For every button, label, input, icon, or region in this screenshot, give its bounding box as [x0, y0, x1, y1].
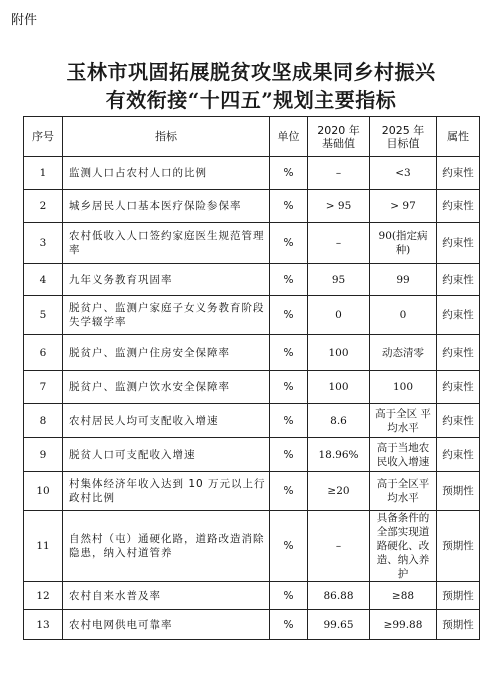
indicator-cell: 脱贫户、监测户家庭子女义务教育阶段失学辍学率: [63, 296, 270, 335]
base-value-cell: –: [308, 511, 370, 582]
header-no: 序号: [24, 117, 63, 157]
unit-cell: %: [270, 296, 308, 335]
unit-cell: %: [270, 472, 308, 511]
table-row: [24, 223, 480, 264]
row-number: 8: [24, 404, 63, 438]
indicator-cell: 城乡居民人口基本医疗保险参保率: [63, 190, 270, 223]
table-row: [24, 610, 480, 640]
unit-cell: %: [270, 511, 308, 582]
indicator-cell: 村集体经济年收入达到 10 万元以上行政村比例: [63, 472, 270, 511]
table-row: [24, 371, 480, 404]
header-base-2020: 2020 年 基础值: [308, 117, 370, 157]
attachment-label: 附件: [11, 13, 38, 28]
attribute-cell: 约束性: [437, 157, 480, 190]
header-target-2025: 2025 年 目标值: [370, 117, 437, 157]
attribute-cell: 约束性: [437, 335, 480, 371]
base-value-cell: 99.65: [308, 610, 370, 640]
base-value-cell: > 95: [308, 190, 370, 223]
row-number: 10: [24, 472, 63, 511]
base-value-cell: 18.96%: [308, 438, 370, 472]
header-unit: 单位: [270, 117, 308, 157]
attribute-cell: 预期性: [437, 582, 480, 610]
indicator-table: [23, 116, 480, 640]
base-value-cell: 95: [308, 264, 370, 296]
row-number: 9: [24, 438, 63, 472]
header-attribute: 属性: [437, 117, 480, 157]
base-value-cell: 0: [308, 296, 370, 335]
attribute-cell: 约束性: [437, 371, 480, 404]
attribute-cell: 约束性: [437, 264, 480, 296]
indicator-cell: 农村自来水普及率: [63, 582, 270, 610]
table-row: [24, 264, 480, 296]
indicator-cell: 自然村（屯）通硬化路，道路改造消除隐患，纳入村道管养: [63, 511, 270, 582]
indicator-cell: 脱贫户、监测户住房安全保障率: [63, 335, 270, 371]
target-value-cell: ≥88: [370, 582, 437, 610]
attribute-cell: 约束性: [437, 223, 480, 264]
base-value-cell: 100: [308, 335, 370, 371]
unit-cell: %: [270, 264, 308, 296]
attribute-cell: 预期性: [437, 610, 480, 640]
table-row: [24, 404, 480, 438]
table-row: [24, 190, 480, 223]
target-value-cell: 90(指定病种): [370, 223, 437, 264]
row-number: 13: [24, 610, 63, 640]
unit-cell: %: [270, 335, 308, 371]
base-value-cell: –: [308, 157, 370, 190]
target-value-cell: 具备条件的全部实现道路硬化、改造、纳入养护: [370, 511, 437, 582]
row-number: 5: [24, 296, 63, 335]
title-line-1: 玉林市巩固拓展脱贫攻坚成果同乡村振兴: [66, 60, 436, 84]
unit-cell: %: [270, 404, 308, 438]
attribute-cell: 约束性: [437, 296, 480, 335]
target-value-cell: 高于全区平均水平: [370, 472, 437, 511]
unit-cell: %: [270, 157, 308, 190]
target-value-cell: > 97: [370, 190, 437, 223]
target-value-cell: 动态清零: [370, 335, 437, 371]
base-value-cell: –: [308, 223, 370, 264]
table-row: [24, 438, 480, 472]
base-value-cell: 100: [308, 371, 370, 404]
table-row: [24, 472, 480, 511]
indicator-cell: 农村居民人均可支配收入增速: [63, 404, 270, 438]
table-row: [24, 296, 480, 335]
row-number: 6: [24, 335, 63, 371]
header-row: [24, 117, 480, 157]
indicator-cell: 脱贫户、监测户饮水安全保障率: [63, 371, 270, 404]
target-value-cell: 高于当地农民收入增速: [370, 438, 437, 472]
title-line-2: 有效衔接“十四五”规划主要指标: [105, 88, 397, 112]
row-number: 1: [24, 157, 63, 190]
base-value-cell: 86.88: [308, 582, 370, 610]
row-number: 7: [24, 371, 63, 404]
indicator-cell: 监测人口占农村人口的比例: [63, 157, 270, 190]
attribute-cell: 预期性: [437, 472, 480, 511]
target-value-cell: <3: [370, 157, 437, 190]
base-value-cell: 8.6: [308, 404, 370, 438]
target-value-cell: 0: [370, 296, 437, 335]
row-number: 2: [24, 190, 63, 223]
target-value-cell: 100: [370, 371, 437, 404]
row-number: 11: [24, 511, 63, 582]
indicator-cell: 脱贫人口可支配收入增速: [63, 438, 270, 472]
indicator-cell: 九年义务教育巩固率: [63, 264, 270, 296]
base-value-cell: ≥20: [308, 472, 370, 511]
row-number: 4: [24, 264, 63, 296]
attribute-cell: 约束性: [437, 404, 480, 438]
header-indicator: 指标: [63, 117, 270, 157]
attribute-cell: 约束性: [437, 438, 480, 472]
unit-cell: %: [270, 371, 308, 404]
attribute-cell: 约束性: [437, 190, 480, 223]
unit-cell: %: [270, 610, 308, 640]
target-value-cell: 99: [370, 264, 437, 296]
target-value-cell: ≥99.88: [370, 610, 437, 640]
row-number: 12: [24, 582, 63, 610]
unit-cell: %: [270, 190, 308, 223]
table-row: [24, 335, 480, 371]
unit-cell: %: [270, 582, 308, 610]
unit-cell: %: [270, 438, 308, 472]
attribute-cell: 预期性: [437, 511, 480, 582]
table-row: [24, 511, 480, 582]
target-value-cell: 高于全区 平均水平: [370, 404, 437, 438]
table-row: [24, 582, 480, 610]
table-row: [24, 157, 480, 190]
unit-cell: %: [270, 223, 308, 264]
indicator-cell: 农村低收入人口签约家庭医生规范管理率: [63, 223, 270, 264]
indicator-cell: 农村电网供电可靠率: [63, 610, 270, 640]
row-number: 3: [24, 223, 63, 264]
